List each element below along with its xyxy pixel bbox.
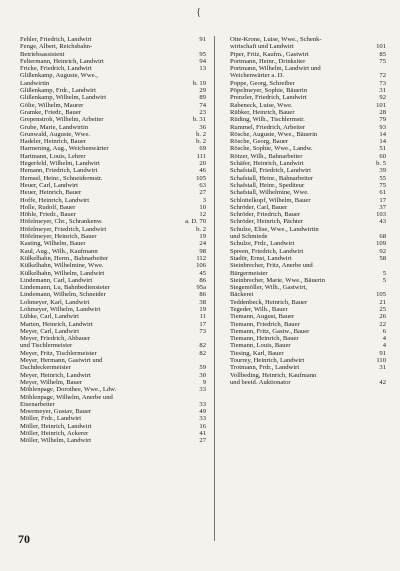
entry-number: 95a	[196, 284, 206, 292]
entry-name: Gölte, Wilhelm, Maurer	[20, 101, 84, 109]
directory-entry	[230, 51, 386, 58]
left-column	[20, 36, 206, 445]
entry-name: Marten, Heinrich, Landwirt	[20, 320, 93, 328]
entry-name: Meyer, Carl, Landwirt	[20, 327, 80, 335]
entry-name: Tiemann, Heinrich, Bauer	[230, 335, 299, 343]
entry-name: Rösche, Auguste, Wwe., Bäuerin	[230, 130, 318, 138]
directory-entry	[230, 145, 386, 152]
entry-number: 22	[379, 320, 386, 328]
directory-entry	[20, 43, 206, 58]
entry-name: Kasting, Wilhelm, Bauer	[20, 240, 86, 248]
entry-number: a. D. 70	[185, 218, 206, 226]
entry-name: Heuer, Carl, Landwirt	[20, 181, 78, 189]
entry-number: 106	[196, 262, 206, 270]
entry-number: 11	[199, 313, 206, 321]
entry-number: 14	[379, 130, 386, 138]
entry-name: Rübker, Heinrich, Bauer	[230, 108, 295, 116]
directory-entry	[20, 204, 206, 211]
entry-number: 46	[199, 167, 206, 175]
entry-number: 39	[379, 167, 386, 175]
entry-number: 59	[199, 364, 206, 372]
directory-entry	[230, 58, 386, 65]
entry-number: 49	[199, 408, 206, 416]
entry-number: 41	[199, 430, 206, 438]
entry-number: 31	[379, 364, 386, 372]
directory-entry	[20, 386, 206, 393]
directory-entry	[230, 342, 386, 349]
entry-number: 5	[382, 276, 386, 284]
entry-name: Pöpelmeyer, Sophie, Bäuerin	[230, 87, 308, 95]
entry-name: Schulze, Frdr., Landwirt	[230, 240, 295, 248]
directory-entry	[230, 284, 386, 299]
entry-name: Moermeyer, Gustav, Bauer	[20, 408, 92, 416]
directory-entry	[20, 72, 206, 87]
entry-number: 63	[199, 181, 206, 189]
entry-number: 6	[382, 327, 386, 335]
entry-name: Grube, Marie, Landwirtin	[20, 123, 89, 131]
entry-number: 33	[199, 400, 206, 408]
directory-entry	[230, 87, 386, 94]
entry-number: 30	[199, 371, 206, 379]
entry-number: 24	[199, 240, 206, 248]
entry-name: Spreen, Friedrich, Landwirt	[230, 247, 304, 255]
page-mark: {	[196, 6, 202, 18]
directory-entry	[20, 270, 206, 277]
entry-number: b. 2	[196, 130, 206, 138]
entry-number: 42	[379, 378, 386, 386]
entry-number: 26	[379, 313, 386, 321]
entry-name: Kaul, Aug., Wilh., Kaufmann	[20, 247, 98, 255]
entry-name: Schulze, Elise, Wwe., Landwirtin und Schmiede	[230, 225, 319, 241]
entry-number: 61	[379, 189, 386, 197]
entry-number: 94	[199, 57, 206, 65]
directory-entry	[20, 116, 206, 123]
entry-name: Piper, Fritz, Kaufm., Gastwirt	[230, 50, 309, 58]
directory-entry	[20, 226, 206, 233]
entry-name: Schlottelkopf, Wilhelm, Bauer	[230, 196, 311, 204]
entry-number: 43	[379, 218, 386, 226]
entry-name: Tiemann, Louis, Bauer	[230, 342, 291, 350]
entry-name: Rötzer, Wilh., Bahnarbeiter	[230, 152, 303, 160]
entry-name: Lohmeyer, Karl, Landwirt	[20, 298, 90, 306]
entry-name: Rüding, Wilh., Tischlermstr.	[230, 116, 305, 124]
entry-name: Harmening, Aug., Weichenwärter	[20, 145, 109, 153]
entry-name: Hartmann, Louis, Lehrer	[20, 152, 86, 160]
entry-number: 33	[199, 415, 206, 423]
directory-entry	[230, 160, 386, 167]
entry-name: Poppe, Georg, Schreiber	[230, 79, 295, 87]
directory-entry	[230, 255, 386, 262]
directory-entry	[20, 233, 206, 240]
entry-name: Feltermann, Heinrich, Landwirt	[20, 57, 104, 65]
entry-name: Meyer, Friedrich, Abbauer und Tischlermeister	[20, 335, 91, 350]
directory-entry	[230, 248, 386, 255]
directory-entry	[230, 189, 386, 196]
entry-number: 9	[202, 378, 206, 386]
entry-number: 27	[199, 437, 206, 445]
entry-number: 110	[376, 357, 386, 365]
directory-entry	[20, 328, 206, 335]
entry-number: 33	[199, 386, 206, 394]
entry-number: 3	[202, 196, 206, 204]
entry-number: 91	[379, 349, 386, 357]
directory-entry	[230, 36, 386, 51]
entry-number: 111	[196, 152, 206, 160]
directory-entry	[20, 408, 206, 415]
entry-name: Lindemann, Carl, Landwirt	[20, 276, 93, 284]
entry-number: b. 5	[376, 160, 386, 168]
entry-number: 19	[199, 305, 206, 313]
directory-entry	[230, 167, 386, 174]
entry-number: 23	[199, 108, 206, 116]
entry-name: Schafstall, Heinr., Bahnarbeiter	[230, 174, 313, 182]
entry-name: Lindemann, Lu, Bahnbediensteter	[20, 284, 110, 292]
entry-number: 82	[199, 349, 206, 357]
directory-entry	[230, 313, 386, 320]
entry-name: Rösche, Georg, Bauer	[230, 138, 289, 146]
entry-number: 92	[379, 94, 386, 102]
right-column	[230, 36, 386, 386]
entry-name: Prenzler, Friedrich, Landwirt	[230, 94, 307, 102]
entry-name: Tiemann, Friedrich, Bauer	[230, 320, 300, 328]
entry-number: 25	[379, 305, 386, 313]
entry-number: 19	[199, 233, 206, 241]
entry-number: 4	[382, 342, 386, 350]
entry-number: 4	[382, 335, 386, 343]
entry-name: Grepenstroh, Wilhelm, Arbeiter	[20, 116, 104, 124]
entry-name: Külkelhahn, Herm., Bahnarbeiter	[20, 254, 109, 262]
entry-number: 13	[199, 65, 206, 73]
entry-name: Hoffe, Heinrich, Landwirt	[20, 196, 90, 204]
directory-entry	[20, 306, 206, 313]
entry-name: Meyer, Wilhelm, Bauer	[20, 378, 82, 386]
entry-number: 5	[382, 269, 386, 277]
directory-entry	[230, 218, 386, 225]
directory-entry	[20, 430, 206, 437]
entry-number: 103	[376, 211, 386, 219]
entry-name: Hemsel, Heinr., Schneidermstr.	[20, 174, 103, 182]
entry-number: 93	[379, 123, 386, 131]
directory-entry	[230, 204, 386, 211]
directory-entry	[20, 240, 206, 247]
directory-entry	[20, 94, 206, 101]
entry-number: 38	[199, 298, 206, 306]
entry-name: Külkelhahn, Wilhelm, Landwirt	[20, 269, 105, 277]
entry-number: b. 31	[192, 116, 206, 124]
entry-number: 92	[379, 247, 386, 255]
directory-entry	[20, 36, 206, 43]
entry-number: 75	[379, 181, 386, 189]
directory-entry	[20, 87, 206, 94]
entry-name: Portmann, Wilhelm, Landwirt und Weichenwärter a. D.	[230, 65, 321, 80]
directory-entry	[230, 131, 386, 138]
entry-number: 17	[199, 320, 206, 328]
entry-name: Schröder, Heinrich, Pächter	[230, 218, 303, 226]
entry-name: Höfelmeyer, Heinrich, Bauer	[20, 233, 97, 241]
entry-number: 72	[379, 72, 386, 80]
directory-entry	[20, 197, 206, 204]
directory-entry	[230, 197, 386, 204]
entry-number: 101	[376, 43, 386, 51]
directory-entry	[20, 379, 206, 386]
entry-number: 79	[379, 116, 386, 124]
entry-name: Gramke, Friedr., Bauer	[20, 108, 81, 116]
directory-entry	[230, 321, 386, 328]
directory-entry	[20, 255, 206, 262]
entry-name: Rösche, Sophie, Wwe., Landw.	[230, 145, 313, 153]
directory-entry	[20, 102, 206, 109]
directory-entry	[230, 306, 386, 313]
entry-number: 91	[199, 36, 206, 43]
entry-number: 14	[379, 138, 386, 146]
entry-name: Steinbrecher, Marie, Wwe., Bäuerin	[230, 276, 326, 284]
entry-number: 29	[199, 87, 206, 95]
entry-name: Steinbrecher, Fritz, Anerbe und Bürgermeister	[230, 262, 313, 277]
directory-entry	[20, 415, 206, 422]
directory-entry	[20, 167, 206, 174]
directory-entry	[230, 116, 386, 123]
directory-entry	[230, 175, 386, 182]
entry-name: Glißenkamp, Frdr., Landwirt	[20, 87, 96, 95]
directory-entry	[230, 240, 386, 247]
entry-name: Tiemann, Fritz, Gastw., Bauer	[230, 327, 310, 335]
directory-entry	[230, 138, 386, 145]
entry-name: Fenge, Albert, Reichsbahn- Betriebsassistent	[20, 43, 93, 58]
directory-entry	[20, 58, 206, 65]
entry-number: 21	[379, 298, 386, 306]
entry-name: Hegerfeld, Wilhelm, Landwirt	[20, 160, 100, 168]
directory-entry	[230, 350, 386, 357]
directory-entry	[20, 291, 206, 298]
entry-name: Tiemann, August, Bauer	[230, 313, 295, 321]
entry-name: Grunwald, Auguste, Wwe.	[20, 130, 91, 138]
directory-entry	[20, 248, 206, 255]
directory-entry	[230, 65, 386, 80]
entry-number: 82	[199, 342, 206, 350]
entry-name: Schafstall, Heinr., Spediteur	[230, 181, 305, 189]
entry-name: Portmann, Heinr., Drinksiter	[230, 57, 306, 65]
entry-name: Lübke, Carl, Landwirt	[20, 313, 79, 321]
entry-number: 85	[379, 50, 386, 58]
directory-entry	[20, 299, 206, 306]
entry-number: 45	[199, 269, 206, 277]
entry-name: Möller, Frdr., Landwirt	[20, 415, 82, 423]
entry-number: 95	[199, 50, 206, 58]
entry-name: Tiesing, Karl, Bauer	[230, 349, 284, 357]
directory-entry	[230, 109, 386, 116]
entry-number: 98	[199, 247, 206, 255]
entry-name: Lindemann, Wilhelm, Schneider	[20, 291, 106, 299]
entry-name: Höfelmeyer, Chr., Schrankenw.	[20, 218, 103, 226]
entry-name: Fehler, Friedrich, Landwirt	[20, 36, 92, 43]
directory-entry	[20, 437, 206, 444]
directory-entry	[230, 211, 386, 218]
entry-number: 16	[199, 422, 206, 430]
entry-number: 68	[379, 233, 386, 241]
directory-entry	[20, 124, 206, 131]
entry-name: Otte-Krone, Luise, Wwe., Schenk- wirtschaft und Landwirt	[230, 36, 322, 51]
entry-name: Rummel, Friedrich, Arbeiter	[230, 123, 306, 131]
directory-entry	[230, 124, 386, 131]
directory-entry	[230, 153, 386, 160]
directory-entry	[20, 350, 206, 357]
page-number: 70	[18, 532, 30, 546]
directory-entry	[230, 226, 386, 241]
directory-entry	[20, 423, 206, 430]
entry-number: 17	[379, 196, 386, 204]
entry-name: Trotmann, Frdr., Landwirt	[230, 364, 300, 372]
entry-name: Schröder, Friedrich, Bauer	[230, 211, 301, 219]
entry-number: 37	[379, 203, 386, 211]
entry-name: Möhlenpage, Wilhelm, Anerbe und Eisenarbeiter	[20, 393, 113, 408]
entry-name: Meyer, Hermann, Gastwirt und Dachdeckermeister	[20, 357, 103, 372]
directory-entry	[20, 145, 206, 152]
entry-name: Schafstall, Wilhelmine, Wwe.	[230, 189, 309, 197]
entry-name: Külkelhahn, Wilhelmine, Wwe.	[20, 262, 104, 270]
entry-name: Stadör, Ernst, Landwirt	[230, 254, 292, 262]
entry-name: Schröder, Carl, Bauer	[230, 203, 288, 211]
entry-name: Rabeneck, Luise, Wwe.	[230, 101, 293, 109]
directory-entry	[20, 277, 206, 284]
entry-name: Schäfer, Heinrich, Landwirt	[230, 160, 304, 168]
directory-entry	[20, 65, 206, 72]
entry-number: 75	[379, 57, 386, 65]
directory-entry	[20, 189, 206, 196]
directory-entry	[230, 262, 386, 277]
entry-number: 28	[379, 108, 386, 116]
directory-entry	[20, 262, 206, 269]
directory-entry	[20, 138, 206, 145]
directory-entry	[230, 277, 386, 284]
entry-number: 10	[199, 203, 206, 211]
entry-number: 109	[376, 240, 386, 248]
directory-entry	[20, 160, 206, 167]
entry-number: 105	[376, 291, 386, 299]
directory-entry	[20, 211, 206, 218]
entry-name: Höfelmeyer, Friedrich, Landwirt	[20, 225, 107, 233]
directory-entry	[230, 335, 386, 342]
entry-number: 101	[376, 101, 386, 109]
entry-number: 36	[199, 123, 206, 131]
entry-number: 73	[379, 79, 386, 87]
directory-entry	[230, 299, 386, 306]
entry-number: 51	[379, 145, 386, 153]
entry-name: Glißenkamp, Wilhelm, Landwirt	[20, 94, 107, 102]
entry-name: Stegemöller, Wilh., Gastwirt, Bäckerei	[230, 284, 307, 299]
entry-number: 27	[199, 189, 206, 197]
entry-number: 55	[379, 174, 386, 182]
entry-name: Höhle, Friedr., Bauer	[20, 211, 76, 219]
directory-entry	[230, 182, 386, 189]
directory-entry	[20, 109, 206, 116]
entry-name: Holle, Rudolf, Bauer	[20, 203, 76, 211]
entry-name: Meyer, Heinrich, Landwirt	[20, 371, 91, 379]
entry-name: Heuer, Heinrich, Bauer	[20, 189, 82, 197]
directory-entry	[230, 80, 386, 87]
entry-number: 31	[379, 87, 386, 95]
directory-entry	[20, 394, 206, 409]
entry-name: Schafstall, Friedrich, Landwirt	[230, 167, 311, 175]
entry-name: Tegeder, Wilh., Bauer	[230, 305, 288, 313]
directory-entry	[20, 321, 206, 328]
entry-name: Möller, Heinrich, Landwirt	[20, 422, 92, 430]
directory-entry	[230, 102, 386, 109]
entry-number: 86	[199, 291, 206, 299]
entry-name: Möller, Heinrich, Ackerer	[20, 430, 89, 438]
directory-entry	[20, 313, 206, 320]
entry-number: 20	[199, 160, 206, 168]
directory-entry	[230, 94, 386, 101]
entry-name: Möller, Wilhelm, Landwirt	[20, 437, 92, 445]
entry-number: b. 2	[196, 138, 206, 146]
entry-number: 86	[199, 276, 206, 284]
entry-number: 60	[379, 152, 386, 160]
entry-number: 89	[199, 94, 206, 102]
directory-entry	[20, 357, 206, 372]
entry-name: Möhlenpage, Dorothee, Wwe., Ldw.	[20, 386, 117, 394]
directory-entry	[230, 328, 386, 335]
entry-name: Hadeler, Heinrich, Bauer	[20, 138, 87, 146]
entry-name: Vollbeding, Heinrich, Kaufmann und beeid. Auktionator	[230, 371, 317, 386]
column-divider	[214, 36, 215, 541]
entry-name: Tourrey, Heinrich, Landwirt	[230, 357, 305, 365]
directory-entry	[20, 335, 206, 350]
entry-number: 105	[196, 174, 206, 182]
entry-number: 58	[379, 254, 386, 262]
directory-entry	[230, 364, 386, 371]
entry-name: Hemann, Friedrich, Landwirt	[20, 167, 98, 175]
directory-entry	[20, 284, 206, 291]
entry-number: b. 19	[192, 79, 206, 87]
entry-number: b. 2	[196, 225, 206, 233]
entry-number: 112	[196, 254, 206, 262]
directory-entry	[20, 182, 206, 189]
directory-entry	[230, 357, 386, 364]
directory-entry	[230, 372, 386, 387]
entry-name: Lohmeyer, Wilhelm, Landwirt	[20, 305, 101, 313]
entry-name: Meyer, Fritz, Tischlermeister	[20, 349, 97, 357]
directory-entry	[20, 218, 206, 225]
entry-number: 74	[199, 101, 206, 109]
directory-entry	[20, 153, 206, 160]
directory-entry	[20, 372, 206, 379]
entry-name: Glißenkamp, Auguste, Wwe., Landwirtin	[20, 72, 98, 87]
entry-number: 12	[199, 211, 206, 219]
entry-name: Fricke, Friedrich, Landwirt	[20, 65, 92, 73]
entry-number: 69	[199, 145, 206, 153]
entry-number: 73	[199, 327, 206, 335]
entry-name: Teddenbeck, Heinrich, Bauer	[230, 298, 308, 306]
directory-entry	[20, 175, 206, 182]
directory-entry	[20, 131, 206, 138]
